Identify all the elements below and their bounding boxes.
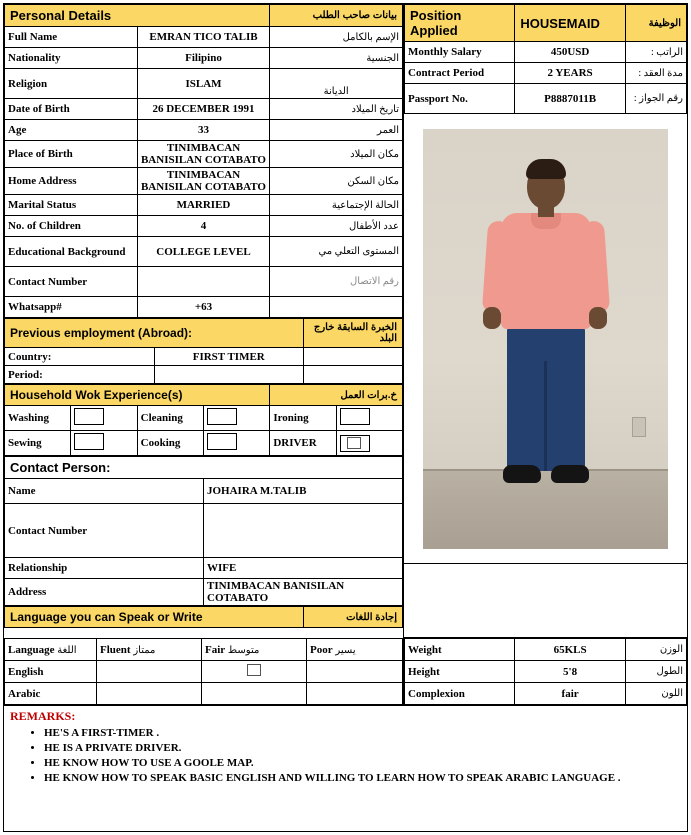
photo-hand-left bbox=[483, 307, 501, 329]
table-row bbox=[5, 267, 403, 297]
row-label: Relationship bbox=[5, 558, 204, 579]
language-arabic-poor[interactable] bbox=[307, 683, 403, 705]
remarks-section bbox=[4, 705, 687, 831]
table-row bbox=[5, 27, 403, 48]
photo-shirt bbox=[501, 213, 591, 329]
language-arabic-fair[interactable] bbox=[202, 683, 307, 705]
row-label-ar: الديانة bbox=[270, 69, 403, 99]
row-value[interactable]: 4 bbox=[137, 216, 270, 237]
household-checkbox-driver[interactable] bbox=[336, 431, 402, 456]
row-label-ar: اللون bbox=[625, 683, 686, 705]
checkbox-icon-checked[interactable] bbox=[340, 435, 370, 452]
household-item-label-cooking: Cooking bbox=[137, 431, 203, 456]
body-measurements-wrap bbox=[404, 638, 687, 705]
row-label-ar: الجنسية bbox=[270, 48, 403, 69]
row-label: Name bbox=[5, 479, 204, 504]
row-value[interactable]: COLLEGE LEVEL bbox=[137, 237, 270, 267]
row-label-ar: الراتب : bbox=[625, 42, 686, 63]
table-row bbox=[5, 348, 403, 366]
list-item: • HE KNOW HOW TO USE A GOOLE MAP. bbox=[44, 756, 681, 771]
row-label-ar: الإسم بالكامل bbox=[270, 27, 403, 48]
row-label: Height bbox=[405, 661, 515, 683]
checkbox-icon[interactable] bbox=[74, 408, 104, 425]
household-work-table bbox=[4, 384, 403, 456]
row-label: Monthly Salary bbox=[405, 42, 515, 63]
household-checkbox-washing[interactable] bbox=[71, 406, 137, 431]
language-col-poor-en: Poor bbox=[310, 643, 333, 656]
photo-hair bbox=[526, 159, 566, 179]
row-value[interactable]: fair bbox=[515, 683, 625, 705]
remarks-title: REMARKS: bbox=[10, 709, 76, 723]
row-label: Address bbox=[5, 579, 204, 606]
language-col-fluent bbox=[97, 639, 202, 661]
previous-employment-header-row bbox=[5, 319, 403, 348]
table-row bbox=[405, 683, 687, 705]
row-value[interactable]: TINIMBACAN BANISILAN COTABATO bbox=[204, 579, 403, 606]
row-value[interactable]: TINIMBACAN BANISILAN COTABATO bbox=[137, 141, 270, 168]
household-title-en: Household Wok Experience(s) bbox=[5, 385, 270, 406]
personal-details-title-en: Personal Details bbox=[5, 5, 270, 27]
table-row bbox=[5, 237, 403, 267]
row-value[interactable]: 5'8 bbox=[515, 661, 625, 683]
row-label: Passport No. bbox=[405, 84, 515, 114]
row-label: No. of Children bbox=[5, 216, 138, 237]
row-value[interactable]: JOHAIRA M.TALIB bbox=[204, 479, 403, 504]
applicant-photo bbox=[404, 114, 687, 564]
row-label-ar: الطول bbox=[625, 661, 686, 683]
table-row bbox=[5, 195, 403, 216]
previous-employment-title-ar: الخبرة السابقة خارج البلد bbox=[304, 319, 403, 348]
row-label-ar: عدد الأطفال bbox=[270, 216, 403, 237]
row-value[interactable]: 65KLS bbox=[515, 639, 625, 661]
list-item: • HE'S A FIRST-TIMER . bbox=[44, 726, 681, 741]
row-value[interactable]: P8887011B bbox=[515, 84, 625, 114]
table-row bbox=[405, 84, 687, 114]
previous-employment-table bbox=[4, 318, 403, 384]
checkbox-icon[interactable] bbox=[207, 408, 237, 425]
row-label-ar: مدة العقد : bbox=[625, 63, 686, 84]
language-title-en: Language you can Speak or Write bbox=[5, 607, 304, 628]
household-checkbox-cleaning[interactable] bbox=[203, 406, 269, 431]
table-row bbox=[5, 579, 403, 606]
language-col-fair-en: Fair bbox=[205, 643, 226, 656]
contact-person-table bbox=[4, 456, 403, 606]
row-value[interactable]: +63 bbox=[137, 297, 270, 318]
row-value[interactable]: EMRAN TICO TALIB bbox=[137, 27, 270, 48]
row-value[interactable]: FIRST TIMER bbox=[154, 348, 304, 366]
checkbox-icon[interactable] bbox=[207, 433, 237, 450]
position-header-row bbox=[405, 5, 687, 42]
personal-details-header-row bbox=[5, 5, 403, 27]
row-value[interactable]: 33 bbox=[137, 120, 270, 141]
photo-leg-split bbox=[544, 361, 547, 471]
photo-shoe-right bbox=[551, 465, 589, 483]
household-title-ar: خ.برات العمل bbox=[270, 385, 403, 406]
row-label-ar: تاريخ الميلاد bbox=[270, 99, 403, 120]
table-row bbox=[5, 168, 403, 195]
row-label-ar: المستوى التعلي مي bbox=[270, 237, 403, 267]
row-label: Full Name bbox=[5, 27, 138, 48]
language-english-fair[interactable] bbox=[202, 661, 307, 683]
right-column bbox=[404, 4, 687, 638]
row-blank[interactable] bbox=[304, 366, 403, 384]
row-value[interactable]: 450USD bbox=[515, 42, 625, 63]
table-row bbox=[5, 366, 403, 384]
remarks-list bbox=[10, 726, 681, 786]
table-row bbox=[405, 63, 687, 84]
table-row bbox=[5, 297, 403, 318]
row-label-ar: الحالة الإجتماعية bbox=[270, 195, 403, 216]
household-item-label-washing: Washing bbox=[5, 406, 71, 431]
row-value[interactable]: 2 YEARS bbox=[515, 63, 625, 84]
table-row bbox=[5, 141, 403, 168]
contact-person-title: Contact Person: bbox=[5, 457, 403, 479]
language-columns-row bbox=[5, 639, 403, 661]
language-table-wrap bbox=[4, 638, 404, 705]
table-row bbox=[5, 216, 403, 237]
household-checkbox-cooking[interactable] bbox=[203, 431, 269, 456]
row-label: Whatsapp# bbox=[5, 297, 138, 318]
row-label: Period: bbox=[5, 366, 155, 384]
language-col-fair-ar: متوسط bbox=[227, 644, 260, 656]
row-value[interactable] bbox=[137, 267, 270, 297]
row-label-ar: مكان السكن bbox=[270, 168, 403, 195]
household-checkbox-ironing[interactable] bbox=[336, 406, 402, 431]
language-col-poor-ar: يسير bbox=[335, 644, 356, 656]
table-row bbox=[5, 406, 403, 431]
photo-wall-outlet bbox=[632, 417, 646, 437]
row-value[interactable]: WIFE bbox=[204, 558, 403, 579]
row-label: Complexion bbox=[405, 683, 515, 705]
table-row bbox=[5, 661, 403, 683]
position-title-en: Position Applied bbox=[405, 5, 515, 42]
left-column bbox=[4, 4, 404, 638]
form-top-section bbox=[4, 4, 687, 638]
language-arabic-fluent[interactable] bbox=[97, 683, 202, 705]
row-label: Nationality bbox=[5, 48, 138, 69]
row-value[interactable]: TINIMBACAN BANISILAN COTABATO bbox=[137, 168, 270, 195]
household-item-label-sewing: Sewing bbox=[5, 431, 71, 456]
language-row-arabic: Arabic bbox=[5, 683, 97, 705]
personal-details-table bbox=[4, 4, 403, 318]
photo-shoe-left bbox=[503, 465, 541, 483]
personal-details-title-ar: بيانات صاحب الطلب bbox=[270, 5, 403, 27]
list-item: • HE KNOW HOW TO SPEAK BASIC ENGLISH AND WILLING TO LEARN HOW TO SPEAK ARABIC LANGUAGE . bbox=[44, 771, 681, 786]
table-row bbox=[5, 504, 403, 558]
table-row bbox=[5, 558, 403, 579]
photo-image bbox=[423, 129, 668, 549]
table-row bbox=[5, 69, 403, 99]
checkbox-icon[interactable] bbox=[74, 433, 104, 450]
row-value[interactable]: 26 DECEMBER 1991 bbox=[137, 99, 270, 120]
row-label-ar: العمر bbox=[270, 120, 403, 141]
row-value[interactable]: Filipino bbox=[137, 48, 270, 69]
household-checkbox-sewing[interactable] bbox=[71, 431, 137, 456]
row-label: Home Address bbox=[5, 168, 138, 195]
language-english-fluent[interactable] bbox=[97, 661, 202, 683]
language-col-poor bbox=[307, 639, 403, 661]
contact-person-header-row bbox=[5, 457, 403, 479]
row-label: Weight bbox=[405, 639, 515, 661]
table-row bbox=[405, 42, 687, 63]
row-label: Place of Birth bbox=[5, 141, 138, 168]
position-value[interactable]: HOUSEMAID bbox=[515, 5, 625, 42]
row-blank[interactable] bbox=[304, 348, 403, 366]
row-value[interactable] bbox=[204, 504, 403, 558]
table-row bbox=[5, 99, 403, 120]
language-header-table bbox=[4, 606, 403, 628]
table-row bbox=[5, 431, 403, 456]
language-col-language-ar: اللغة bbox=[57, 644, 77, 656]
photo-hand-right bbox=[589, 307, 607, 329]
row-label: Religion bbox=[5, 69, 138, 99]
row-label: Contact Number bbox=[5, 504, 204, 558]
checkbox-icon[interactable] bbox=[340, 408, 370, 425]
table-row bbox=[5, 120, 403, 141]
photo-floor bbox=[423, 471, 668, 549]
language-title-ar: إجادة اللغات bbox=[304, 607, 403, 628]
row-label: Marital Status bbox=[5, 195, 138, 216]
row-label: Contact Number bbox=[5, 267, 138, 297]
row-label-ar: الوزن bbox=[625, 639, 686, 661]
body-measurements-table bbox=[404, 638, 687, 705]
language-english-poor[interactable] bbox=[307, 661, 403, 683]
language-row-english: English bbox=[5, 661, 97, 683]
table-row bbox=[405, 639, 687, 661]
table-row bbox=[5, 479, 403, 504]
list-item: • HE IS A PRIVATE DRIVER. bbox=[44, 741, 681, 756]
household-item-label-cleaning: Cleaning bbox=[137, 406, 203, 431]
row-label-ar: مكان الميلاد bbox=[270, 141, 403, 168]
row-label: Country: bbox=[5, 348, 155, 366]
checkbox-icon[interactable] bbox=[247, 664, 261, 676]
row-value[interactable] bbox=[154, 366, 304, 384]
household-item-label-driver: DRIVER bbox=[270, 431, 336, 456]
language-col-fair bbox=[202, 639, 307, 661]
row-label: Contract Period bbox=[405, 63, 515, 84]
row-label-ar: رقم الجواز : bbox=[625, 84, 686, 114]
row-label: Age bbox=[5, 120, 138, 141]
language-col-language bbox=[5, 639, 97, 661]
language-header-row bbox=[5, 607, 403, 628]
right-blank-block bbox=[404, 564, 687, 638]
position-applied-table bbox=[404, 4, 687, 114]
language-body-section bbox=[4, 638, 687, 705]
table-row bbox=[5, 683, 403, 705]
language-col-fluent-en: Fluent bbox=[100, 643, 131, 656]
row-label: Educational Background bbox=[5, 237, 138, 267]
row-value[interactable]: MARRIED bbox=[137, 195, 270, 216]
household-header-row bbox=[5, 385, 403, 406]
language-table bbox=[4, 638, 403, 705]
table-row bbox=[5, 48, 403, 69]
position-title-ar: الوظيفة bbox=[625, 5, 686, 42]
household-item-label-ironing: Ironing bbox=[270, 406, 336, 431]
previous-employment-title-en: Previous employment (Abroad): bbox=[5, 319, 304, 348]
language-col-language-en: Language bbox=[8, 643, 55, 656]
row-value[interactable]: ISLAM bbox=[137, 69, 270, 99]
row-label-ar: رقم الاتصال bbox=[270, 267, 403, 297]
row-label-ar bbox=[270, 297, 403, 318]
table-row bbox=[405, 661, 687, 683]
row-label: Date of Birth bbox=[5, 99, 138, 120]
language-col-fluent-ar: ممتاز bbox=[133, 644, 156, 656]
application-form bbox=[3, 3, 688, 832]
